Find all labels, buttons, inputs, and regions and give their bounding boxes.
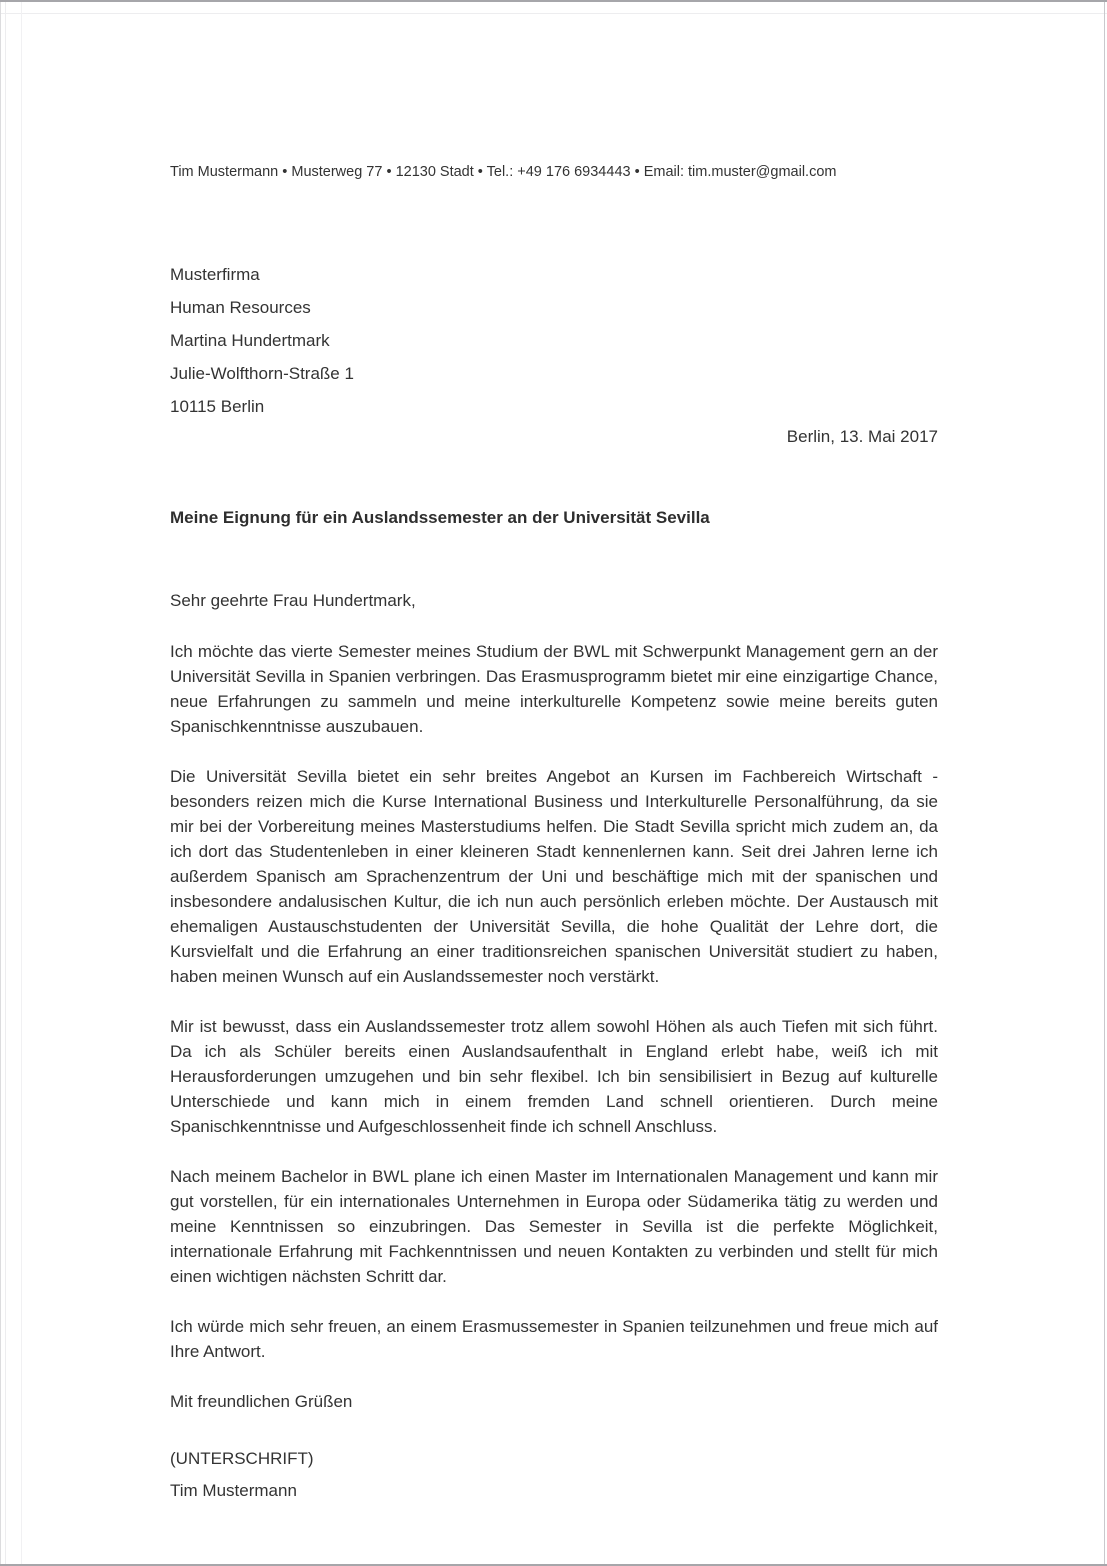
date-line: Berlin, 13. Mai 2017 — [786, 427, 938, 446]
recipient-city: 10115 Berlin — [170, 397, 265, 416]
page-faint-guide-horizontal — [0, 13, 1107, 14]
body-paragraph-2: Die Universität Sevilla bietet ein sehr breites Angebot an Kursen im Fachbereich Wirtschaft - besonders reizen mich die Kurse International Business und Interkulturelle Personalführung, da sie mir bei der Vorbereitung meines Masterstudiums helfen. Die Stadt Sevilla spricht mich zudem an, da ich dort das Studentenleben in einer kleineren Stadt kennenlernen kann. Seit drei Jahren lerne ich außerdem Spanisch am Sprachenzentrum der Uni und beschäftige mich mit der spanischen und insbesondere andalusischen Kultur, die ich nun auch persönlich erleben möchte. Der Austausch mit ehemaligen Austauschstudenten der Universität Sevilla, die hohe Qualität der Lehre dort, die Kursvielfalt und die Erfahrung an einer traditionsreichen spanischen Universität studiert zu haben, haben meinen Wunsch auf ein Auslandssemester noch verstärkt. — [170, 767, 938, 986]
salutation: Sehr geehrte Frau Hundertmark, — [170, 591, 416, 610]
page-top-edge-line — [0, 0, 1107, 2]
recipient-contact-person: Martina Hundertmark — [170, 331, 330, 350]
body-paragraph-5: Ich würde mich sehr freuen, an einem Erasmussemester in Spanien teilzunehmen und freue mich auf Ihre Antwort. — [170, 1317, 938, 1361]
signature-placeholder: (UNTERSCHRIFT) — [170, 1449, 314, 1468]
recipient-address-block — [170, 258, 354, 423]
signature-block — [170, 1443, 938, 1507]
subject-line: Meine Eignung für ein Auslandssemester an der Universität Sevilla — [170, 508, 710, 527]
page-left-edge-line — [0, 2, 1, 1564]
body-paragraph-4: Nach meinem Bachelor in BWL plane ich einen Master im Internationalen Management und kann mir gut vorstellen, für ein internationales Unternehmen in Europa oder Südamerika tätig zu werden und meine Kenntnissen so einzubringen. Das Semester in Sevilla ist die perfekte Möglichkeit, internationale Erfahrung mit Fachkenntnissen und neuen Kontakten zu verbinden und stellt für mich einen wichtigen nächsten Schritt dar. — [170, 1167, 938, 1286]
letter-body — [170, 588, 938, 1507]
recipient-company: Musterfirma — [170, 265, 260, 284]
page-faint-guide-vertical-1 — [5, 2, 6, 1564]
page-faint-guide-vertical-2 — [21, 2, 22, 1564]
recipient-department: Human Resources — [170, 298, 311, 317]
recipient-street: Julie-Wolfthorn-Straße 1 — [170, 364, 354, 383]
body-paragraph-1: Ich möchte das vierte Semester meines Studium der BWL mit Schwerpunkt Management gern an der Universität Sevilla in Spanien verbringen. Das Erasmusprogramm bietet mir eine einzigartige Chance, neue Erfahrungen zu sammeln und meine interkulturelle Kompetenz sowie meine bereits guten Spanischkenntnisse auszubauen. — [170, 642, 938, 736]
signature-name: Tim Mustermann — [170, 1481, 297, 1500]
closing-formula: Mit freundlichen Grüßen — [170, 1392, 353, 1411]
sender-contact-line: Tim Mustermann • Musterweg 77 • 12130 Stadt • Tel.: +49 176 6934443 • Email: tim.muster@gmail.com — [170, 164, 837, 180]
page-right-edge-line — [1104, 2, 1105, 1564]
body-paragraph-3: Mir ist bewusst, dass ein Auslandssemester trotz allem sowohl Höhen als auch Tiefen mit sich führt. Da ich als Schüler bereits einen Auslandsaufenthalt in England erlebt habe, weiß ich mit Herausforderungen umzugehen und bin sehr flexibel. Ich bin sensibilisiert in Bezug auf kulturelle Unterschiede und kann mich in einem fremden Land schnell orientieren. Durch meine Spanischkenntnisse und Aufgeschlossenheit finde ich schnell Anschluss. — [170, 1017, 938, 1136]
